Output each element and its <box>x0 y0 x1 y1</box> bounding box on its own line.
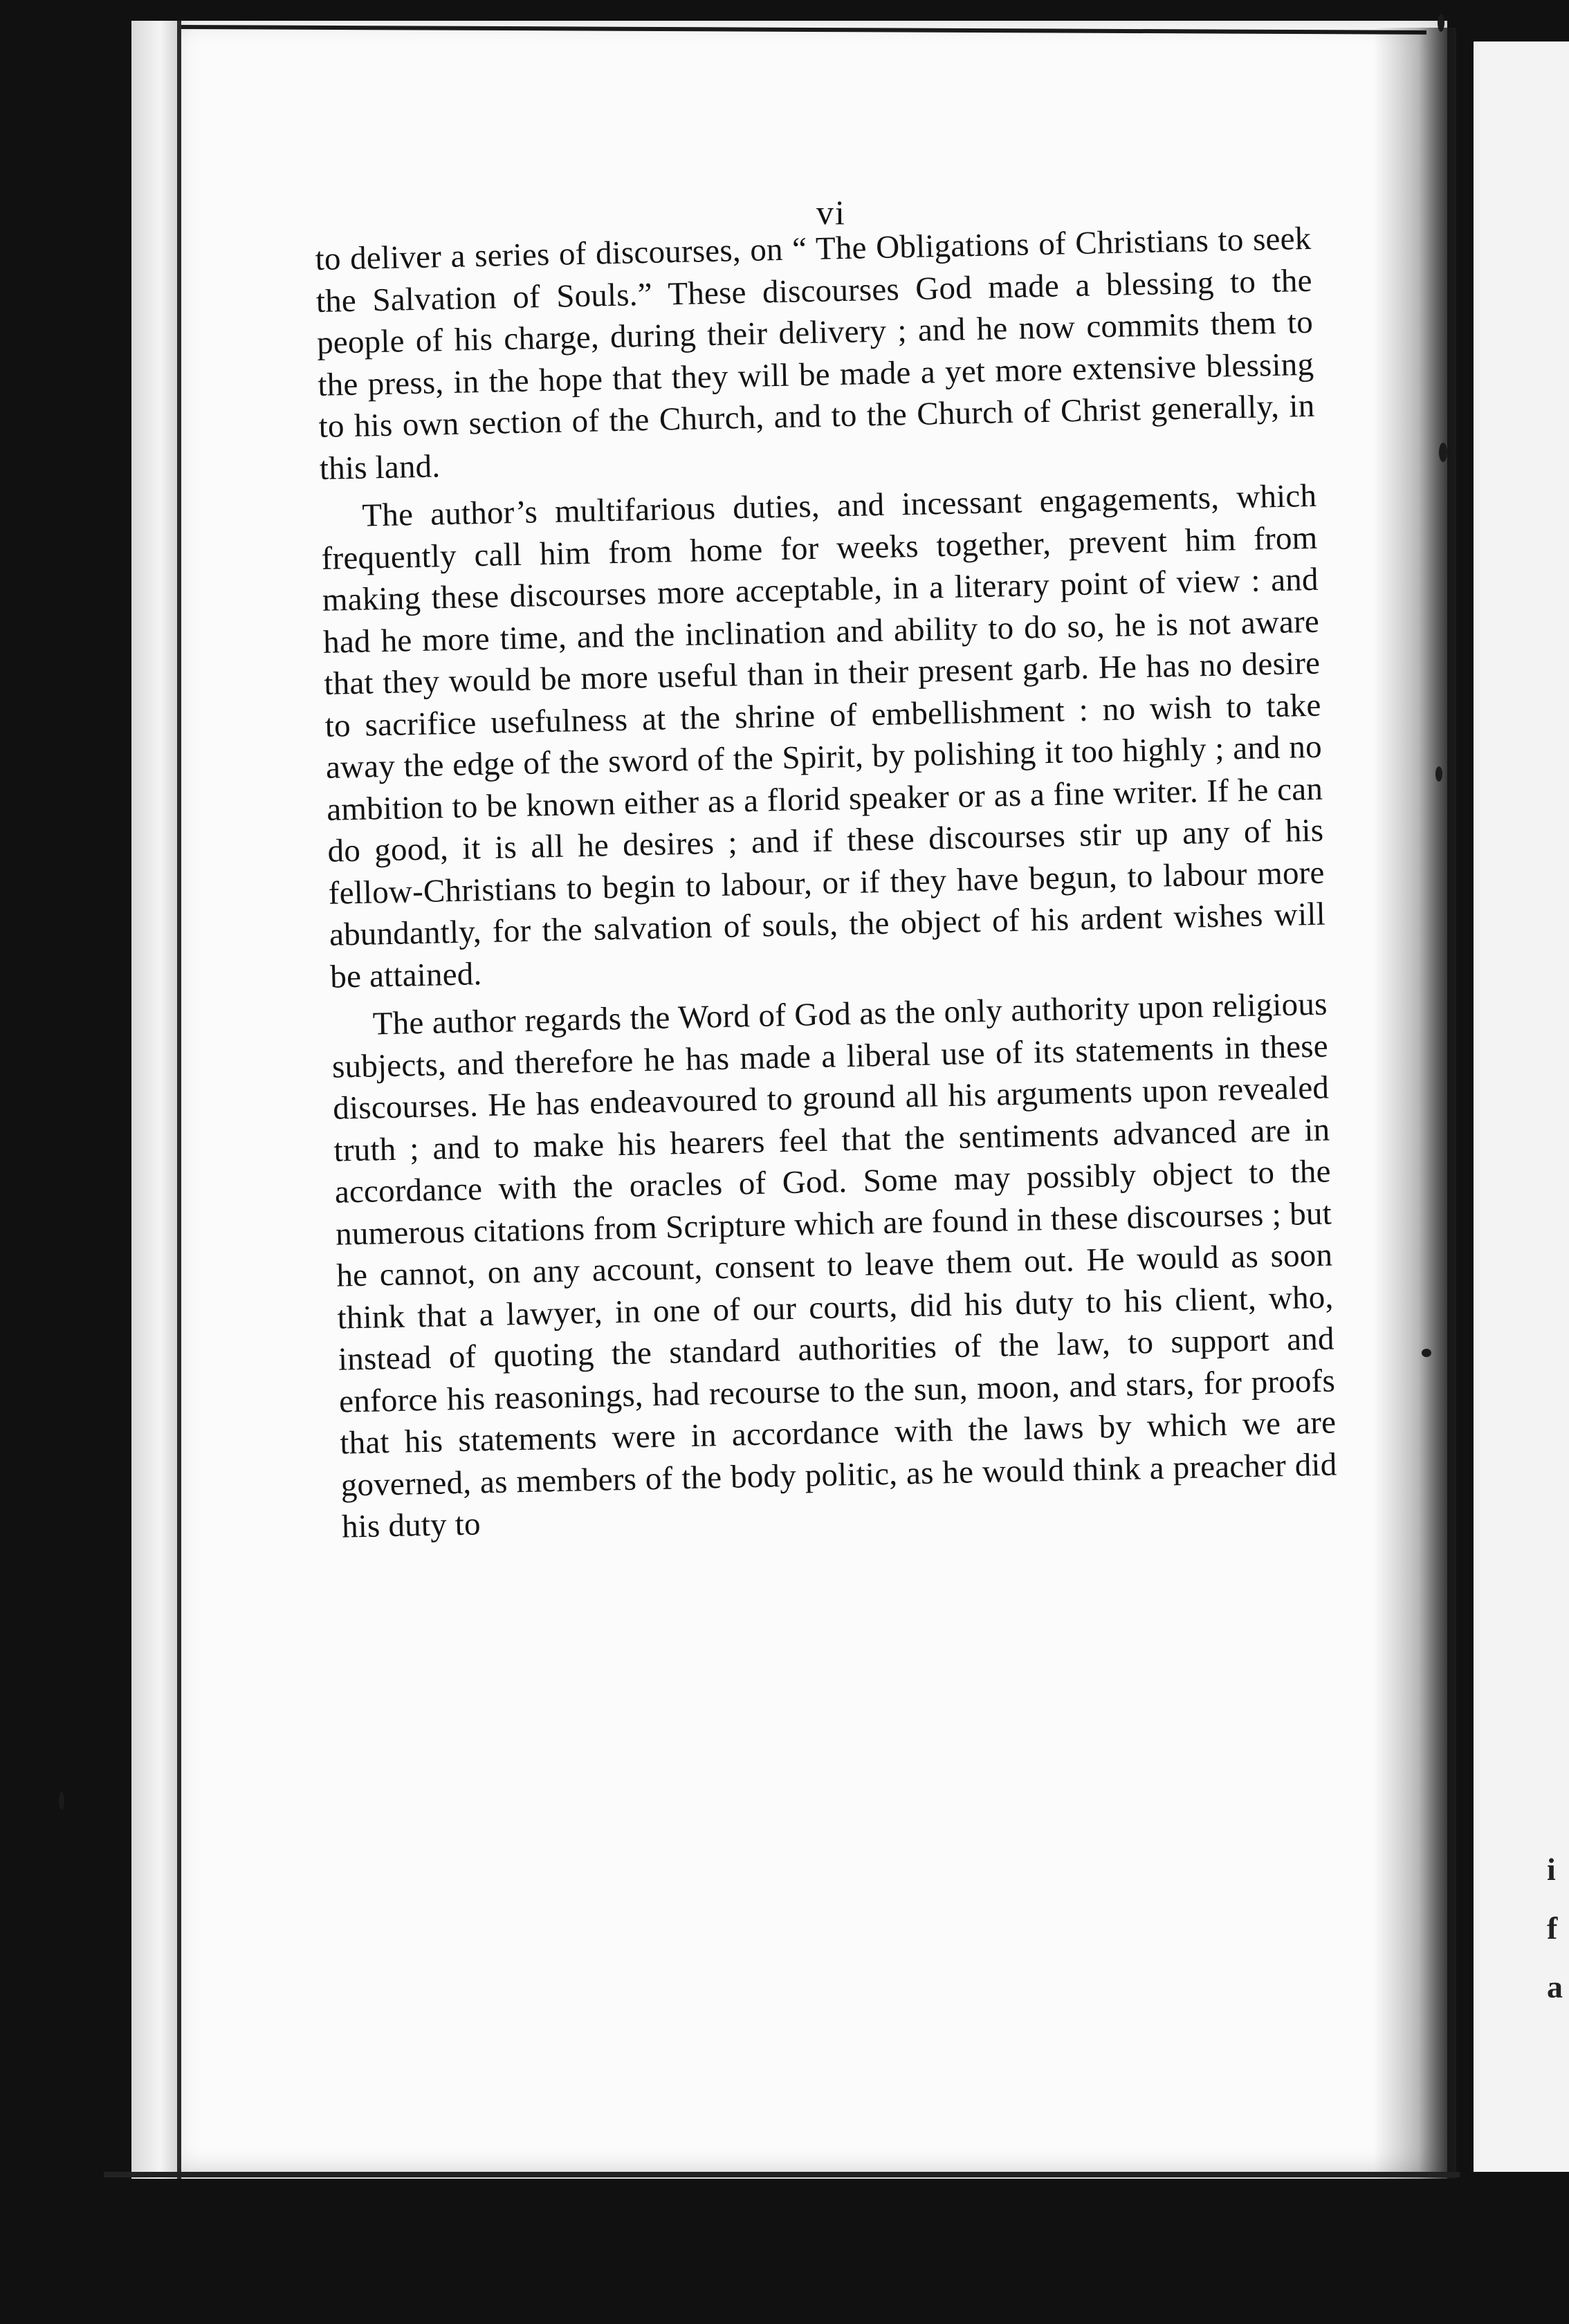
paragraph: The author regards the Word of God as the only authority upon religious subjects, and therefore he has made a liberal use of its statements in these discourses. He has endeavoured to ground all his arguments upon revealed truth ; and to make his hearers feel that the sentiments advanced are in accordance with the oracles of God. Some may possibly object to the numerous citations from Scripture which are found in these discourses ; but he cannot, on any account, consent to leave them out. He would as soon think that a lawyer, in one of our courts, did his duty to his client, who, instead of quoting the standard authorities of the law, to support and enforce his reasonings, had recourse to the sun, moon, and stars, for proofs that his statements were in accordance with the laws by which we are governed, as members of the body politic, as he would think a preacher did his duty to <box>331 986 1337 1545</box>
page-border-bottom <box>104 2172 1460 2177</box>
scan-speck <box>59 1791 64 1809</box>
page-number: vi <box>816 193 846 232</box>
body-text <box>315 218 1339 1554</box>
facing-letter: a <box>1547 1969 1563 2004</box>
facing-letter: f <box>1547 1910 1558 1946</box>
scan-speck <box>1439 443 1447 462</box>
paragraph: The author’s multifarious duties, and incessant engagements, which frequently call him from home for weeks together, prevent him from making these discourses more acceptable, in a literary point of view : and had he more time, and the inclination and ability to do so, he is not aware that they would be more useful than in their present garb. He has no desire to sacrifice usefulness at the shrine of embellishment : no wish to take away the edge of the sword of the Spirit, by polishing it too highly ; and no ambition to be known either as a florid speaker or as a fine writer. If he can do good, it is all he desires ; and if these discourses stir up any of his fellow-Christians to begin to labour, or if they have begun, to labour more abundantly, for the salvation of souls, the object of his ardent wishes will be attained. <box>321 477 1326 995</box>
scan-speck <box>1438 14 1444 32</box>
facing-page-letters <box>1547 1840 1568 2016</box>
scan-speck <box>1422 1349 1431 1357</box>
book-edge <box>131 21 180 2179</box>
page-border-left <box>177 21 181 2179</box>
page-gutter-shadow <box>1373 28 1456 2179</box>
facing-letter: i <box>1547 1852 1556 1887</box>
paragraph: to deliver a series of discourses, on “ The Obligations of Christians to seek the Salvation of Souls.” These discourses God made a blessing to the people of his charge, during their delivery ; and he now commits them to the press, in the hope that they will be made a yet more extensive blessing to his own section of the Church, and to the Church of Christ generally, in this land. <box>315 220 1315 487</box>
scan-speck <box>1435 766 1442 782</box>
